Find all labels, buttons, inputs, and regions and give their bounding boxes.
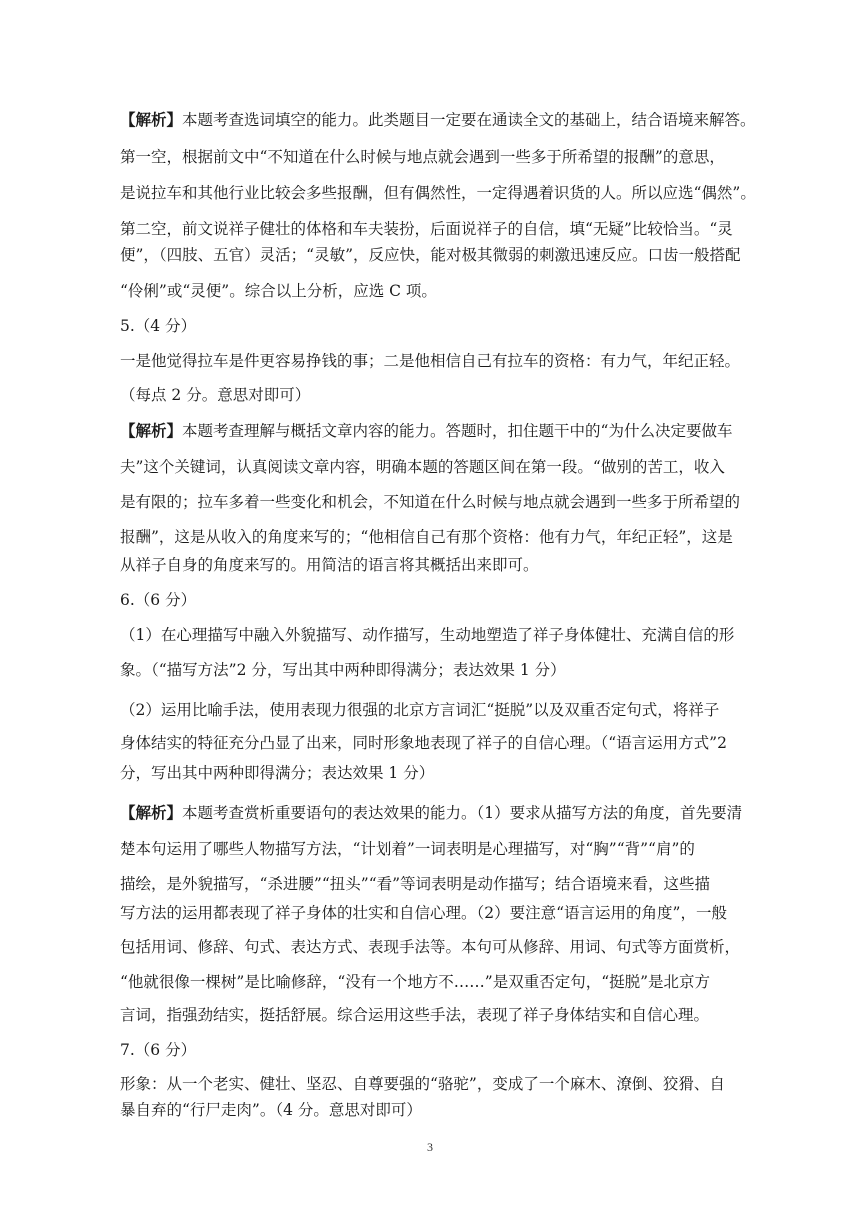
text-line: 是说拉车和其他行业比较会多些报酬，但有偶然性，一定得遇着识货的人。所以应选“偶然”。 xyxy=(120,184,756,202)
text-line: 【解析】本题考查理解与概括文章内容的能力。答题时，扣住题干中的“为什么决定要做车 xyxy=(120,421,733,440)
answer-line: 一是他觉得拉车是件更容易挣钱的事；二是他相信自己有拉车的资格：有力气，年纪正轻。 xyxy=(120,352,741,370)
answer-line: 暴自弃的“行尸走肉”。（4 分。意思对即可） xyxy=(120,1101,422,1119)
text-line: 楚本句运用了哪些人物描写方法，“计划着”一词表明是心理描写，对“胸”“背”“肩”的 xyxy=(120,840,695,858)
answer-line: 身体结实的特征充分凸显了出来，同时形象地表现了祥子的自信心理。（“语言运用方式”2 xyxy=(120,734,727,752)
text-line: 包括用词、修辞、句式、表达方式、表现手法等。本句可从修辞、用词、句式等方面赏析， xyxy=(120,938,741,956)
answer-line: 象。（“描写方法”2 分，写出其中两种即得满分；表达效果 1 分） xyxy=(120,661,566,679)
text-line: 【解析】本题考查选词填空的能力。此类题目一定要在通读全文的基础上，结合语境来解答。 xyxy=(120,110,756,129)
text-line: 【解析】本题考查赏析重要语句的表达效果的能力。（1）要求从描写方法的角度，首先要清 xyxy=(120,803,743,822)
text-line: 是有限的；拉车多着一些变化和机会，不知道在什么时候与地点就会遇到一些多于所希望的 xyxy=(120,493,741,511)
text-line: 写方法的运用都表现了祥子身体的壮实和自信心理。（2）要注意“语言运用的角度”，一般 xyxy=(120,904,727,922)
text-line: 便”，（四肢、五官）灵活；“灵敏”，反应快，能对极其微弱的刺激迅速反应。口齿一般搭配 xyxy=(120,246,741,264)
answer-line: 形象：从一个老实、健壮、坚忍、自尊要强的“骆驼”，变成了一个麻木、潦倒、狡猾、自 xyxy=(120,1075,725,1093)
text-line: “他就很像一棵树”是比喻修辞，“没有一个地方不……”是双重否定句，“挺脱”是北京方 xyxy=(120,973,711,991)
analysis-label: 【解析】 xyxy=(120,803,183,822)
answer-line: （1）在心理描写中融入外貌描写、动作描写，生动地塑造了祥子身体健壮、充满自信的形 xyxy=(120,626,735,644)
question-number: 7.（6 分） xyxy=(120,1041,197,1059)
answer-line: （每点 2 分。意思对即可） xyxy=(120,386,311,404)
text-line: 言词，指强劲结实，挺括舒展。综合运用这些手法，表现了祥子身体结实和自信心理。 xyxy=(120,1006,710,1024)
text-line: 夫”这个关键词，认真阅读文章内容，明确本题的答题区间在第一段。“做别的苦工，收入 xyxy=(120,458,725,476)
page-number: 3 xyxy=(427,1140,433,1154)
question-number: 6.（6 分） xyxy=(120,591,197,609)
answer-line: （2）运用比喻手法，使用表现力很强的北京方言词汇“挺脱”以及双重否定句式，将祥子 xyxy=(120,701,720,719)
text-line: 报酬”，这是从收入的角度来写的；“他相信自己有那个资格：他有力气，年纪正轻”，这是 xyxy=(120,528,733,546)
text-line: 第一空，根据前文中“不知道在什么时候与地点就会遇到一些多于所希望的报酬”的意思， xyxy=(120,148,725,166)
analysis-label: 【解析】 xyxy=(120,421,183,440)
analysis-label: 【解析】 xyxy=(120,110,183,129)
text-line: 描绘，是外貌描写，“杀进腰”“扭头”“看”等词表明是动作描写；结合语境来看，这些描 xyxy=(120,875,711,893)
question-number: 5.（4 分） xyxy=(120,317,197,335)
text-line: 从祥子自身的角度来写的。用简洁的语言将其概括出来即可。 xyxy=(120,556,539,574)
text-line: 第二空，前文说祥子健壮的体格和车夫装扮，后面说祥子的自信，填“无疑”比较恰当。“灵 xyxy=(120,220,733,238)
text-line: “伶俐”或“灵便”。综合以上分析，应选 C 项。 xyxy=(120,282,437,300)
answer-line: 分，写出其中两种即得满分；表达效果 1 分） xyxy=(120,764,435,782)
